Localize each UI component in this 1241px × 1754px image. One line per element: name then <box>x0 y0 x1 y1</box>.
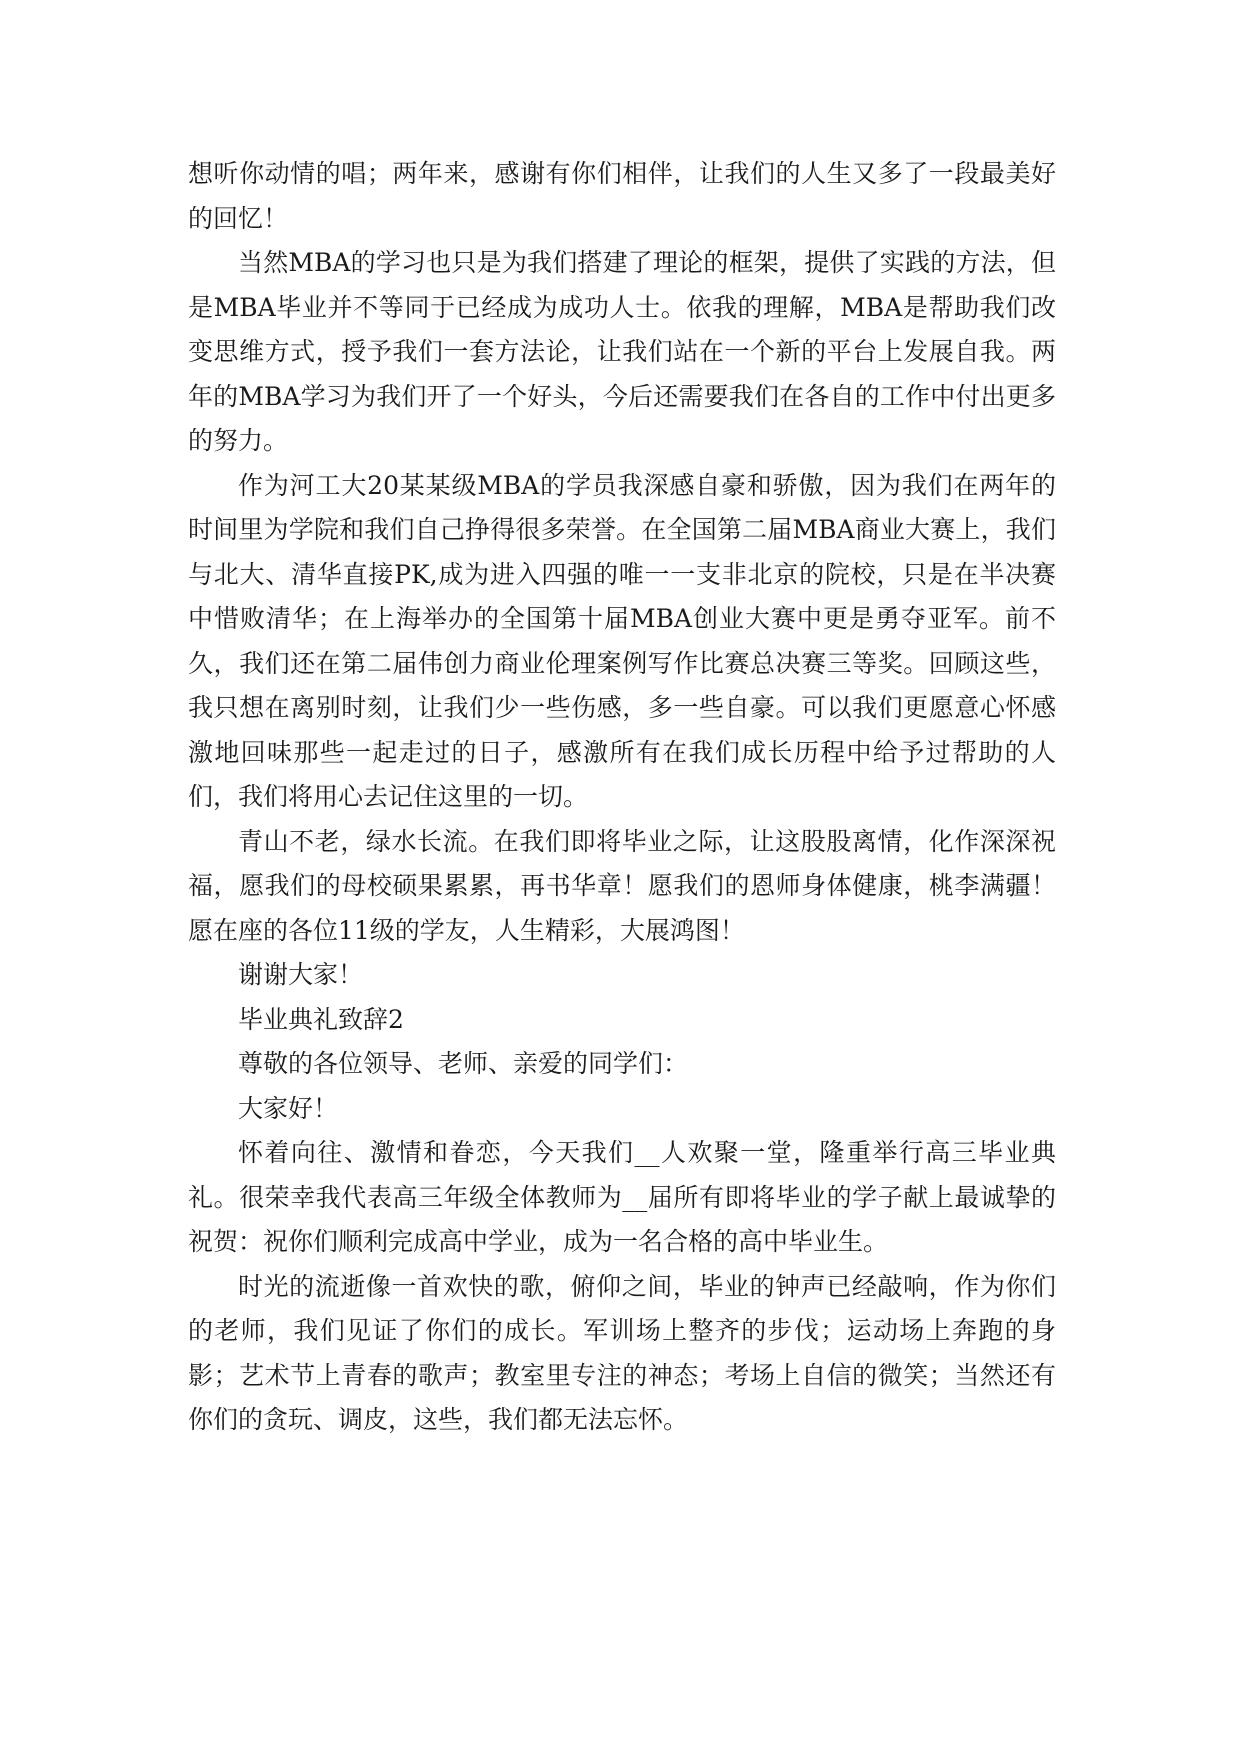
document-body <box>188 152 1056 1443</box>
paragraph-ceremony: 怀着向往、激情和眷恋，今天我们__人欢聚一堂，隆重举行高三毕业典礼。很荣幸我代表高三年级全体教师为__届所有即将毕业的学子献上最诚挚的祝贺：祝你们顺利完成高中学业，成为一名合格的高中毕业生。 <box>188 1138 1056 1256</box>
paragraph-continuation: 想听你动情的唱；两年来，感谢有你们相伴，让我们的人生又多了一段最美好的回忆！ <box>188 159 1056 233</box>
section-heading: 毕业典礼致辞2 <box>238 1004 404 1034</box>
paragraph-thanks: 谢谢大家！ <box>238 960 364 989</box>
paragraph-memories: 时光的流逝像一首欢快的歌，俯仰之间，毕业的钟声已经敲响，作为你们的老师，我们见证了你们的成长。军训场上整齐的步伐；运动场上奔跑的身影；艺术节上青春的歌声；教室里专注的神态；考场上自信的微笑；当然还有你们的贪玩、调皮，这些，我们都无法忘怀。 <box>188 1271 1056 1434</box>
paragraph-honors: 作为河工大20某某级MBA的学员我深感自豪和骄傲，因为我们在两年的时间里为学院和我们自己挣得很多荣誉。在全国第二届MBA商业大赛上，我们与北大、清华直接PK,成为进入四强的唯一一支非北京的院校，只是在半决赛中惜败清华；在上海举办的全国第十届MBA创业大赛中更是勇夺亚军。前不久，我们还在第二届伟创力商业伦理案例写作比赛总决赛三等奖。回顾这些，我只想在离别时刻，让我们少一些伤感，多一些自豪。可以我们更愿意心怀感激地回味那些一起走过的日子，感激所有在我们成长历程中给予过帮助的人们，我们将用心去记住这里的一切。 <box>188 470 1056 811</box>
paragraph-mba-study: 当然MBA的学习也只是为我们搭建了理论的框架，提供了实践的方法，但是MBA毕业并不等同于已经成为成功人士。依我的理解，MBA是帮助我们改变思维方式，授予我们一套方法论，让我们站在一个新的平台上发展自我。两年的MBA学习为我们开了一个好头，今后还需要我们在各自的工作中付出更多的努力。 <box>188 248 1056 455</box>
paragraph-salutation: 尊敬的各位领导、老师、亲爱的同学们： <box>238 1049 689 1078</box>
paragraph-greeting: 大家好！ <box>238 1093 339 1123</box>
paragraph-blessing: 青山不老，绿水长流。在我们即将毕业之际，让这股股离情，化作深深祝福，愿我们的母校硕果累累，再书华章！愿我们的恩师身体健康，桃李满疆！愿在座的各位11级的学友，人生精彩，大展鸿图！ <box>188 826 1056 945</box>
